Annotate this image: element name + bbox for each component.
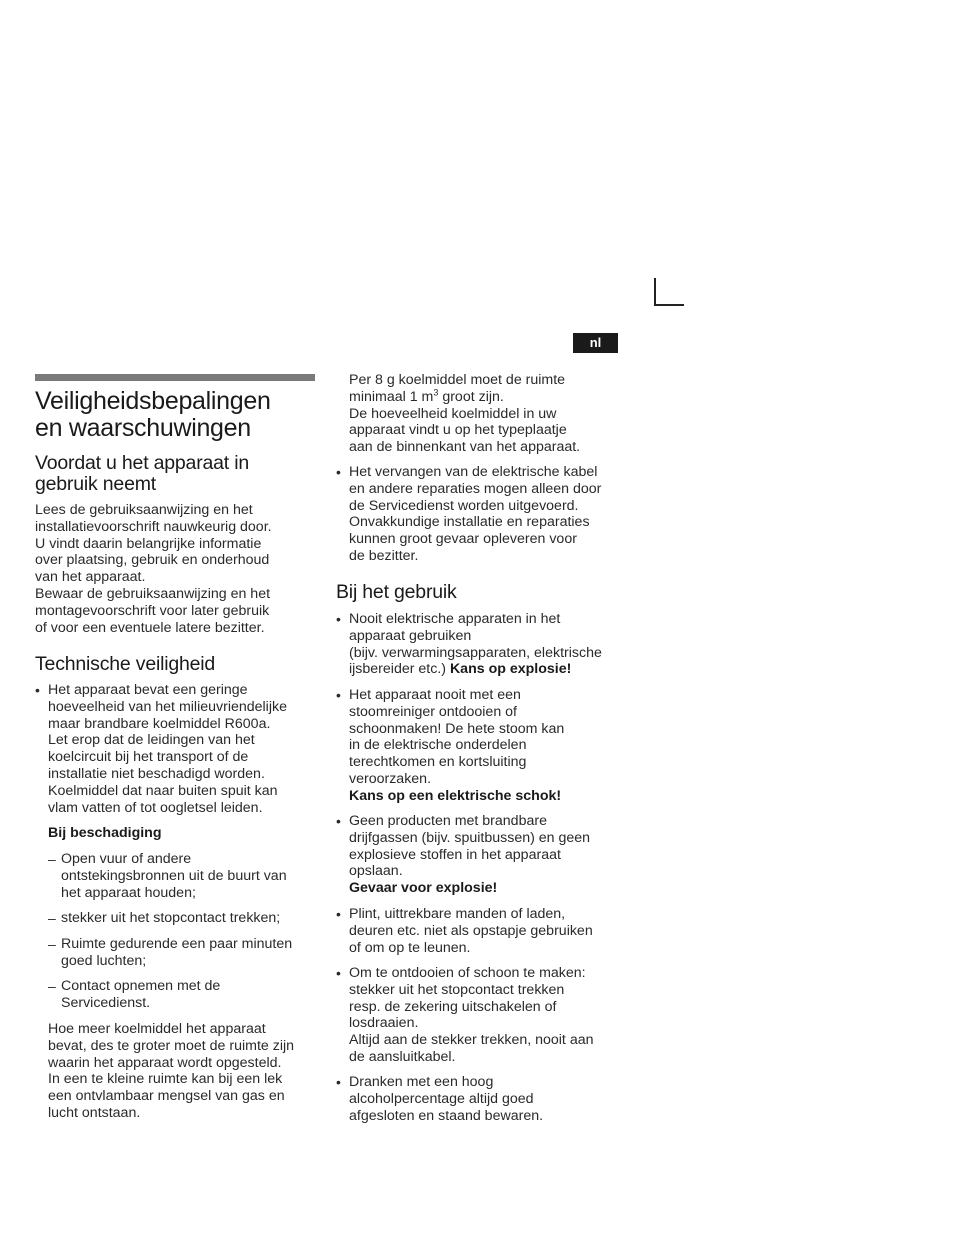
text-line: schoonmaken! De hete stoom kan (349, 720, 565, 737)
text-line: apparaat gebruiken (349, 627, 472, 644)
text-line: bevat, des te groter moet de ruimte zijn (48, 1037, 295, 1054)
text-line: een ontvlambaar mengsel van gas en (48, 1088, 285, 1105)
text-line: Om te ontdooien of schoon te maken: (349, 965, 586, 981)
intro-paragraph (35, 502, 320, 636)
text-line: over plaatsing, gebruik en onderhoud (35, 552, 270, 569)
text-line: stekker uit het stopcontact trekken; (61, 910, 281, 926)
text-line: ontstekingsbronnen uit de buurt van (61, 867, 287, 884)
text-line: Dranken met een hoog (349, 1074, 494, 1090)
text-line: deuren etc. niet als opstapje gebruiken (349, 922, 593, 939)
section-heading-before-use: Voordat u het apparaat in gebruik neemt (35, 452, 250, 495)
text-line: In een te kleine ruimte kan bij een lek (48, 1071, 283, 1088)
text-line: waarin het apparaat wordt opgesteld. (48, 1054, 282, 1071)
crop-mark-vertical (654, 278, 656, 306)
text-line: losdraaien. (349, 1015, 419, 1032)
list-item-alcohol-storage (336, 1074, 639, 1124)
section-rule (35, 374, 315, 381)
text-line: van het apparaat. (35, 569, 146, 586)
text-line: alcoholpercentage altijd goed (349, 1090, 534, 1107)
damage-label: Bij beschadiging (48, 825, 162, 841)
list-item-no-step (336, 906, 639, 956)
page-title (35, 388, 325, 442)
text-line: installatie niet beschadigd worden. (48, 765, 265, 782)
text-line: de Servicedienst worden uitgevoerd. (349, 497, 579, 514)
text-line: de bezitter. (349, 547, 419, 564)
text-line: Plint, uittrekbare manden of laden, (349, 906, 566, 922)
text-line: Contact opnemen met de (61, 978, 221, 994)
text-line: installatievoorschrift nauwkeurig door. (35, 518, 272, 535)
text-line: Nooit elektrische apparaten in het (349, 611, 561, 627)
text-line: De hoeveelheid koelmiddel in uw (349, 405, 557, 422)
text-line: Het vervangen van de elektrische kabel (349, 464, 598, 480)
text-line: U vindt daarin belangrijke informatie (35, 535, 262, 552)
text-line: het apparaat houden; (61, 884, 196, 901)
list-item-unplug (48, 910, 333, 927)
text-line: goed luchten; (61, 952, 147, 969)
text-line: de aansluitkabel. (349, 1048, 456, 1065)
language-badge: nl (573, 333, 618, 353)
list-item-ventilate (48, 936, 333, 970)
text-line: drijfgassen (bijv. spuitbussen) en geen (349, 829, 591, 846)
text-line: Koelmiddel dat naar buiten spuit kan (48, 782, 278, 799)
text-line: hoeveelheid van het milieuvriendelijke (48, 698, 287, 715)
list-item-refrigerant (35, 682, 333, 816)
text-line: of om op te leunen. (349, 939, 471, 956)
title-line-2: en waarschuwingen (35, 414, 251, 442)
text-line: Het apparaat nooit met een (349, 687, 521, 703)
section-heading-technical-safety: Technische veiligheid (35, 653, 216, 675)
text-line: lucht ontstaan. (48, 1104, 141, 1121)
list-item-no-flammable-products: • Geen producten met brandbare drijfgassen (bijv. spuitbussen) en geen explosieve stoffen in het apparaat opslaan. Gevaar voor explosie! (336, 813, 639, 897)
text-line: explosieve stoffen in het apparaat (349, 846, 561, 863)
text-line: Altijd aan de stekker trekken, nooit aan (349, 1032, 594, 1049)
text-line: Let erop dat de leidingen van het (48, 732, 255, 749)
text-line: Lees de gebruiksaanwijzing en het (35, 502, 253, 518)
text-line: Onvakkundige installatie en reparaties (349, 514, 590, 531)
text-line: stoomreiniger ontdooien of (349, 703, 517, 720)
text-line: afgesloten en staand bewaren. (349, 1107, 544, 1124)
text-line: in de elektrische onderdelen (349, 737, 527, 754)
text-line: apparaat vindt u op het typeplaatje (349, 422, 567, 439)
text-line: Bewaar de gebruiksaanwijzing en het (35, 585, 271, 602)
text-line: Hoe meer koelmiddel het apparaat (48, 1021, 266, 1037)
text-line: Open vuur of andere (61, 851, 192, 867)
text-line: Het apparaat bevat een geringe (48, 682, 248, 698)
text-line: (bijv. verwarmingsapparaten, elektrische (349, 644, 602, 661)
closing-paragraph (48, 1021, 320, 1122)
list-item-cable-repair (336, 464, 639, 565)
title-line-1: Veiligheidsbepalingen (35, 387, 271, 415)
text-line: vlam vatten of tot oogletsel leiden. (48, 799, 263, 816)
list-item-contact-service (48, 978, 333, 1012)
text-line: stekker uit het stopcontact trekken (349, 981, 565, 998)
list-item-defrost-unplug (336, 965, 639, 1066)
text-line: of voor een eventuele latere bezitter. (35, 619, 265, 636)
crop-mark-horizontal (654, 304, 684, 306)
text-line: en andere reparaties mogen alleen door (349, 480, 602, 497)
room-size-paragraph: Per 8 g koelmiddel moet de ruimte minimaal 1 $m^3$ groot zijn. De hoeveelheid koelmiddel in uw apparaat vindt u op het typeplaatje aan de binnenkant van het apparaat. (349, 372, 581, 456)
text-line: Ruimte gedurende een paar minuten (61, 936, 293, 952)
list-item-no-steam-cleaner: • Het apparaat nooit met een stoomreiniger ontdooien of schoonmaken! De hete stoom kan in de elektrische onderdelen terechtkomen en kortsluiting veroorzaken. Kans op een elektrische schok! (336, 687, 639, 805)
list-item-open-fire (48, 851, 333, 901)
list-item-no-electric-devices: • Nooit elektrische apparaten in het apparaat gebruiken (bijv. verwarmingsapparaten, elektrische ijsbereider etc.) Kans op explosie! (336, 611, 639, 678)
text-line: Geen producten met brandbare (349, 813, 547, 829)
text-line: kunnen groot gevaar opleveren voor (349, 531, 577, 548)
text-line: terechtkomen en kortsluiting (349, 754, 527, 771)
text-line: Servicedienst. (61, 994, 151, 1011)
section-heading-in-use: Bij het gebruik (336, 581, 457, 603)
text-line: resp. de zekering uitschakelen of (349, 998, 557, 1015)
text-line: montagevoorschrift voor later gebruik (35, 602, 270, 619)
text-line: veroorzaken. (349, 770, 432, 787)
text-line: koelcircuit bij het transport of de (48, 749, 249, 766)
text-line: aan de binnenkant van het apparaat. (349, 439, 581, 456)
text-line: opslaan. (349, 863, 403, 880)
text-line: maar brandbare koelmiddel R600a. (48, 715, 271, 732)
